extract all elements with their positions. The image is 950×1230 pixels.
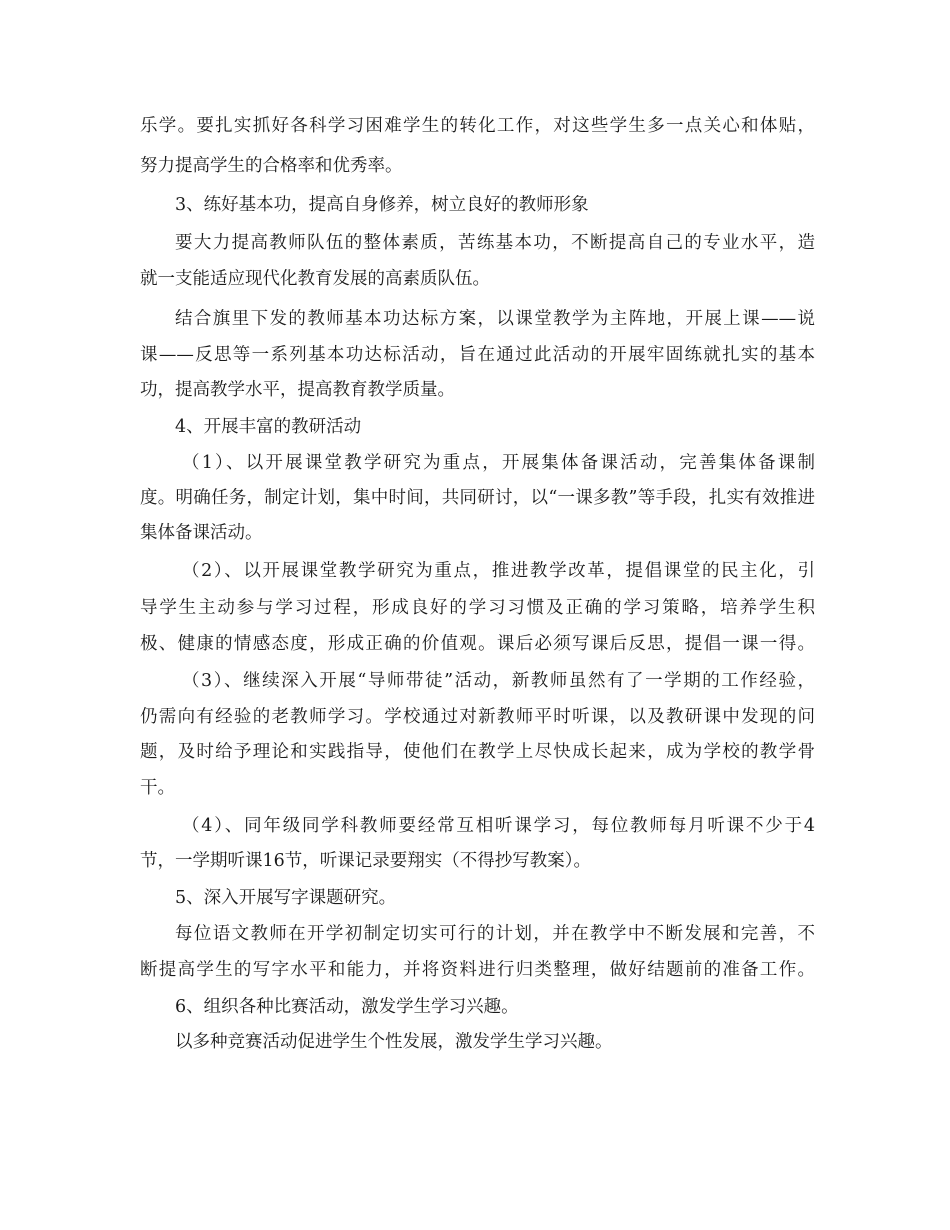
text-line: 乐学。要扎实抓好各科学习困难学生的转化工作，对这些学生多一点关心和体贴， <box>140 116 815 136</box>
text-line: 结合旗里下发的教师基本功达标方案，以课堂教学为主阵地，开展上课——说 <box>175 309 815 329</box>
section-heading: 6、组织各种比赛活动，激发学生学习兴趣。 <box>175 997 519 1017</box>
text-line: 课——反思等一系列基本功达标活动，旨在通过此活动的开展牢固练就扎实的基本 <box>140 345 815 365</box>
text-line: 导学生主动参与学习过程，形成良好的学习习惯及正确的学习策略，培养学生积 <box>140 598 815 618</box>
text-line: 以多种竞赛活动促进学生个性发展，激发学生学习兴趣。 <box>175 1032 613 1052</box>
text-line: （3）、继续深入开展“导师带徒”活动，新教师虽然有了一学期的工作经验， <box>182 671 815 691</box>
section-heading: 3、练好基本功，提高自身修养，树立良好的教师形象 <box>175 195 589 215</box>
text-line: 极、健康的情感态度，形成正确的价值观。课后必须写课后反思，提倡一课一得。 <box>140 634 815 654</box>
text-line: 题，及时给予理论和实践指导，使他们在教学上尽快成长起来，成为学校的教学骨 <box>140 742 815 762</box>
text-line: 断提高学生的写字水平和能力，并将资料进行归类整理，做好结题前的准备工作。 <box>140 960 815 980</box>
text-line: 努力提高学生的合格率和优秀率。 <box>140 156 403 176</box>
section-heading: 4、开展丰富的教研活动 <box>175 417 362 437</box>
text-line: （2）、以开展课堂教学研究为重点，推进教学改革，提倡课堂的民主化，引 <box>182 561 815 581</box>
text-line: 节，一学期听课16节，听课记录要翔实（不得抄写教案）。 <box>140 851 592 871</box>
text-line: （4）、同年级同学科教师要经常互相听课学习，每位教师每月听课不少于4 <box>182 816 815 836</box>
text-line: 每位语文教师在开学初制定切实可行的计划，并在教学中不断发展和完善，不 <box>175 924 815 944</box>
text-line: 就一支能适应现代化教育发展的高素质队伍。 <box>140 269 490 289</box>
text-line: 度。明确任务，制定计划，集中时间，共同研讨，以“一课多教”等手段，扎实有效推进 <box>140 488 815 508</box>
text-line: （1）、以开展课堂教学研究为重点，开展集体备课活动，完善集体备课制 <box>182 453 815 473</box>
section-heading: 5、深入开展写字课题研究。 <box>175 888 397 908</box>
text-line: 仍需向有经验的老教师学习。学校通过对新教师平时听课，以及教研课中发现的问 <box>140 707 815 727</box>
text-line: 干。 <box>140 778 175 798</box>
text-line: 集体备课活动。 <box>140 523 263 543</box>
text-line: 功，提高教学水平，提高教育教学质量。 <box>140 380 455 400</box>
text-line: 要大力提高教师队伍的整体素质，苦练基本功，不断提高自己的专业水平，造 <box>175 233 815 253</box>
